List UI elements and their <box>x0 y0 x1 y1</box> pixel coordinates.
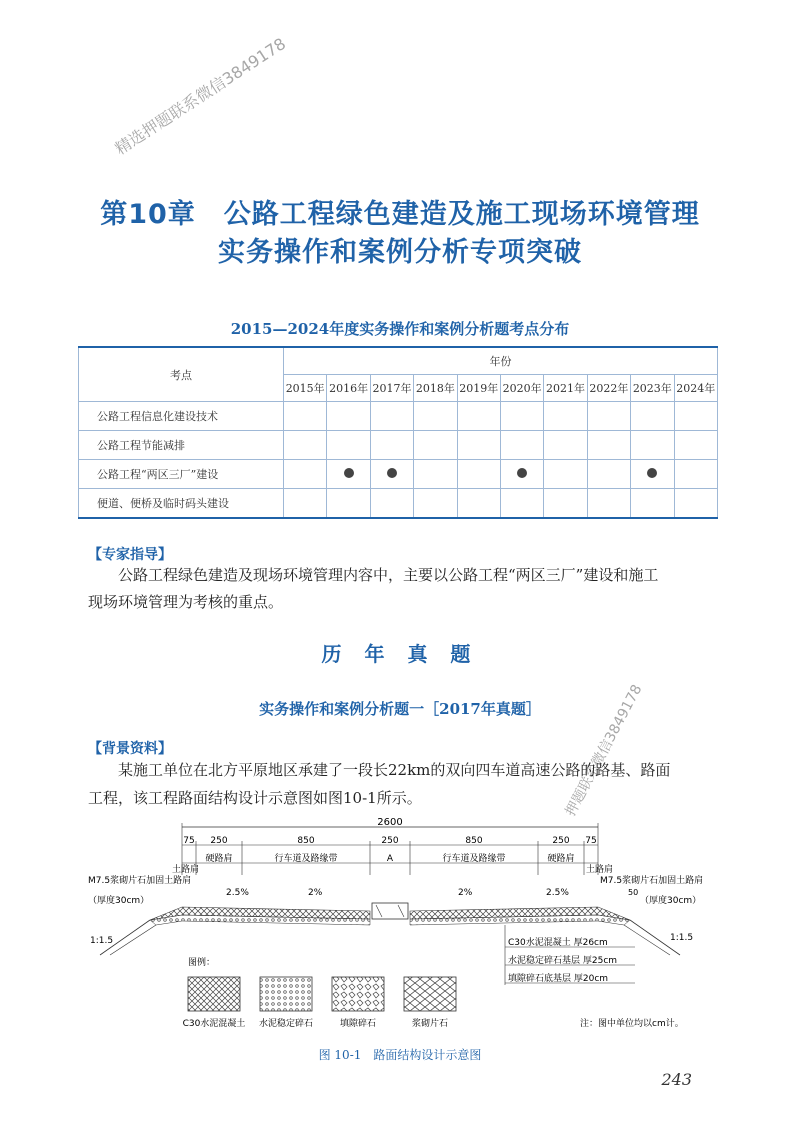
mark-cell <box>500 489 543 519</box>
mark-cell <box>674 431 717 460</box>
topic-cell: 公路工程“两区三厂”建设 <box>79 460 284 489</box>
grade-l-inner: 2% <box>308 888 323 898</box>
mark-cell <box>631 402 674 431</box>
mark-cell <box>544 489 587 519</box>
mark-cell <box>587 402 630 431</box>
mark-cell <box>500 402 543 431</box>
grade-l-outer: 2.5% <box>226 888 249 898</box>
year-cell: 2024年 <box>674 375 717 402</box>
expert-line1: 公路工程绿色建造及现场环境管理内容中，主要以公路工程“两区三厂”建设和施工 <box>118 566 659 584</box>
mark-cell <box>674 402 717 431</box>
watermark-right: 押题联系微信3849178 <box>562 682 646 819</box>
mark-cell <box>284 489 327 519</box>
layer-gravel-subbase: 填隙碎石底基层 厚20cm <box>508 974 609 984</box>
exam-dot-icon <box>647 468 657 478</box>
mark-cell <box>587 489 630 519</box>
dim-850-r: 850 <box>465 836 483 846</box>
mark-cell <box>327 460 370 489</box>
table-caption: 2015—2024年度实务操作和案例分析题考点分布 <box>230 320 570 338</box>
mark-cell <box>457 431 500 460</box>
mark-cell <box>327 489 370 519</box>
dim-75-r: 75 <box>585 836 597 846</box>
chapter-title-line2: 实务操作和案例分析专项突破 <box>218 237 582 268</box>
mark-cell <box>631 460 674 489</box>
mark-cell <box>674 460 717 489</box>
dim-total: 2600 <box>377 817 403 828</box>
mark-cell <box>500 431 543 460</box>
chapter-title-line1: 第10章 公路工程绿色建造及施工现场环境管理 <box>100 199 700 230</box>
table-row <box>79 460 718 489</box>
dim-75-l: 75 <box>183 836 195 846</box>
year-cell: 2018年 <box>414 375 457 402</box>
mark-cell <box>414 431 457 460</box>
label-lane-r: 行车道及路缘带 <box>442 854 506 864</box>
topic-cell: 公路工程节能减排 <box>79 431 284 460</box>
legend-masonry: 浆砌片石 <box>411 1019 449 1029</box>
mark-cell <box>327 402 370 431</box>
mark-cell <box>370 460 413 489</box>
background-line1: 某施工单位在北方平原地区承建了一段长22km的双向四车道高速公路的路基、路面 <box>118 761 671 779</box>
question-subheading: 实务操作和案例分析题一［2017年真题］ <box>259 700 541 718</box>
year-cell: 2020年 <box>500 375 543 402</box>
label-hard-shoulder-r: 硬路肩 <box>547 854 575 864</box>
exam-dot-icon <box>387 468 397 478</box>
topic-cell: 便道、便桥及临时码头建设 <box>79 489 284 519</box>
background-line2: 工程，该工程路面结构设计示意图如图10-1所示。 <box>88 789 422 807</box>
legend-filled-gravel: 填隙碎石 <box>339 1019 377 1029</box>
mark-cell <box>284 460 327 489</box>
mark-cell <box>327 431 370 460</box>
slope-ratio-r: 1:1.5 <box>670 933 694 943</box>
page-number: 243 <box>661 1070 692 1089</box>
exam-topics-table <box>78 346 718 519</box>
expert-line2: 现场环境管理为考核的重点。 <box>88 593 284 611</box>
topic-header: 考点 <box>79 347 284 402</box>
background-heading: 【背景资料】 <box>88 741 172 757</box>
year-header: 年份 <box>284 347 718 375</box>
label-slope-protection-l: M7.5浆砌片石加固土路肩 <box>88 876 192 886</box>
exam-dot-icon <box>344 468 354 478</box>
year-cell: 2019年 <box>457 375 500 402</box>
table-row <box>79 489 718 519</box>
mark-cell <box>457 460 500 489</box>
mark-cell <box>500 460 543 489</box>
year-cell: 2022年 <box>587 375 630 402</box>
grade-r-outer: 2.5% <box>546 888 569 898</box>
mark-cell <box>631 489 674 519</box>
mark-cell <box>370 431 413 460</box>
label-thickness-r: （厚度30cm） <box>640 896 702 906</box>
mark-cell <box>544 431 587 460</box>
label-earth-shoulder-r: 土路肩 <box>586 865 614 875</box>
mark-cell <box>284 431 327 460</box>
mark-cell <box>457 489 500 519</box>
mark-cell <box>284 402 327 431</box>
label-thickness-l: （厚度30cm） <box>88 896 150 906</box>
layer-cement-base: 水泥稳定碎石基层 厚25cm <box>508 956 618 966</box>
watermark-top: 精选押题联系微信3849178 <box>111 33 290 159</box>
dim-250-m: 250 <box>381 836 399 846</box>
exam-dot-icon <box>517 468 527 478</box>
table-row <box>79 402 718 431</box>
mark-cell <box>587 431 630 460</box>
label-hard-shoulder-l: 硬路肩 <box>205 854 233 864</box>
mark-cell <box>544 402 587 431</box>
mark-cell <box>370 489 413 519</box>
legend-title: 图例： <box>188 958 216 968</box>
figure-note: 注：图中单位均以cm计。 <box>580 1019 684 1029</box>
mark-cell <box>587 460 630 489</box>
expert-heading: 【专家指导】 <box>88 547 172 563</box>
pavement-structure-figure <box>60 815 740 1050</box>
label-depth: 50 <box>628 888 639 897</box>
history-heading: 历 年 真 题 <box>321 642 479 666</box>
dim-250-r: 250 <box>552 836 570 846</box>
figure-caption: 图 10-1 路面结构设计示意图 <box>318 1048 482 1062</box>
grade-r-inner: 2% <box>458 888 473 898</box>
label-lane-l: 行车道及路缘带 <box>274 854 338 864</box>
label-slope-protection-r: M7.5浆砌片石加固土路肩 <box>600 876 704 886</box>
year-cell: 2016年 <box>327 375 370 402</box>
mark-cell <box>414 460 457 489</box>
dim-250-l: 250 <box>210 836 228 846</box>
year-cell: 2017年 <box>370 375 413 402</box>
label-median: A <box>386 854 394 864</box>
year-cell: 2015年 <box>284 375 327 402</box>
mark-cell <box>370 402 413 431</box>
year-cell: 2023年 <box>631 375 674 402</box>
mark-cell <box>414 489 457 519</box>
dim-850-l: 850 <box>297 836 315 846</box>
topic-cell: 公路工程信息化建设技术 <box>79 402 284 431</box>
mark-cell <box>631 431 674 460</box>
layer-concrete: C30水泥混凝土 厚26cm <box>508 938 608 948</box>
table-row <box>79 431 718 460</box>
mark-cell <box>457 402 500 431</box>
mark-cell <box>544 460 587 489</box>
mark-cell <box>674 489 717 519</box>
mark-cell <box>414 402 457 431</box>
slope-ratio-l: 1:1.5 <box>90 936 114 946</box>
label-earth-shoulder-l: 土路肩 <box>172 865 200 875</box>
legend-concrete: C30水泥混凝土 <box>182 1019 246 1029</box>
year-cell: 2021年 <box>544 375 587 402</box>
legend-cement-gravel: 水泥稳定碎石 <box>258 1019 314 1029</box>
